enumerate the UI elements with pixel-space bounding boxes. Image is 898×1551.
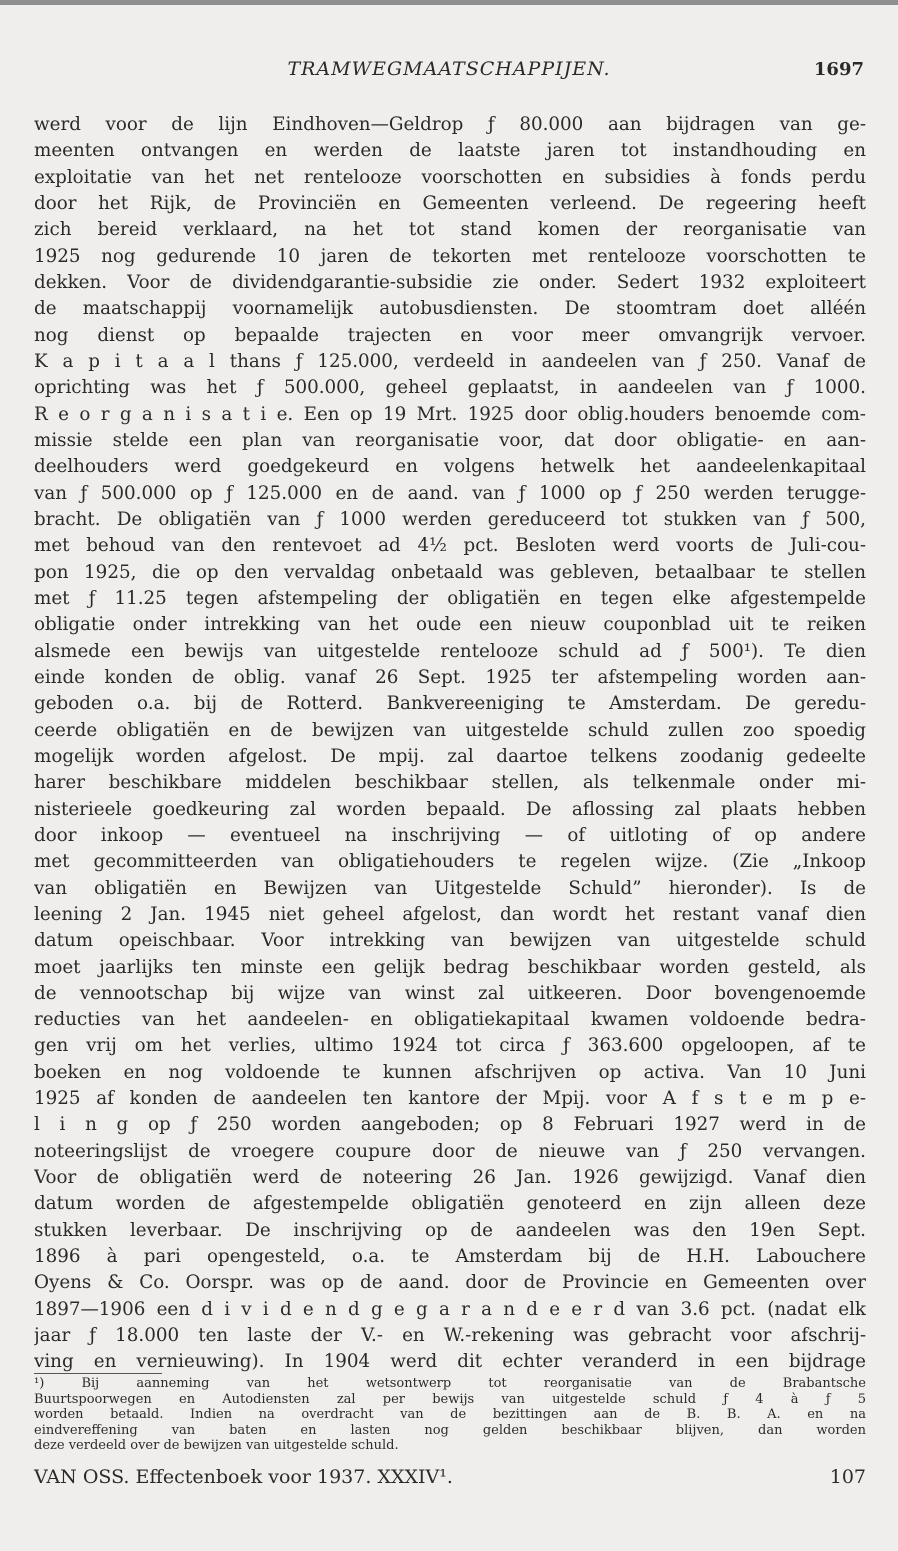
text-line: mogelijk worden afgelost. De mpij. zal daartoe telkens zoodanig gedeelte [34,745,866,767]
page-header [0,58,898,88]
text-line: reducties van het aandeelen- en obligatiekapitaal kwamen voldoende bedra- [34,1009,866,1031]
text-line: einde konden de oblig. vanaf 26 Sept. 1925 ter afstempeling worden aan- [34,666,866,688]
footer-sheet-number: 107 [829,1466,866,1488]
text-line: met ƒ 11.25 tegen afstempeling der obligatiën en tegen elke afgestempelde [34,587,866,609]
running-title: TRAMWEGMAATSCHAPPIJEN. [287,58,611,80]
text-line: de maatschappij voornamelijk autobusdiensten. De stoomtram doet alléén [34,298,866,320]
text-line: 1925 af konden de aandeelen ten kantore der Mpij. voor A f s t e m p e- [34,1088,866,1110]
text-line: nog dienst op bepaalde trajecten en voor meer omvangrijk vervoer. [34,324,866,346]
text-line: dekken. Voor de dividendgarantie-subsidie zie onder. Sedert 1932 exploiteert [34,271,866,293]
text-line: met gecommitteerden van obligatiehouders te regelen wijze. (Zie „Inkoop [34,851,866,873]
text-line: 1925 nog gedurende 10 jaren de tekorten met rentelooze voorschotten te [34,245,866,267]
page-number: 1697 [813,59,864,80]
footnote-line: deze verdeeld over de bewijzen van uitgestelde schuld. [34,1438,399,1453]
body-text [34,112,866,1376]
text-line: boeken en nog voldoende te kunnen afschrijven op activa. Van 10 Juni [34,1061,866,1083]
text-line: Oyens & Co. Oorspr. was op de aand. door de Provincie en Gemeenten over [34,1272,866,1294]
text-line: door inkoop — eventueel na inschrijving — of uitloting of op andere [34,824,866,846]
text-line: ving en vernieuwing). In 1904 werd dit echter veranderd in een bijdrage [34,1351,866,1373]
page-footer [34,1466,866,1494]
text-line: stukken leverbaar. De inschrijving op de aandeelen was den 19en Sept. [34,1219,866,1241]
text-line: geboden o.a. bij de Rotterd. Bankvereeniging te Amsterdam. De geredu- [34,693,866,715]
text-line: 1897—1906 een d i v i d e n d g e g a r a n d e e r d van 3.6 pct. (nadat elk [34,1298,866,1320]
text-line: ceerde obligatiën en de bewijzen van uitgestelde schuld zullen zoo spoedig [34,719,866,741]
text-line: zich bereid verklaard, na het tot stand komen der reorganisatie van [34,219,866,241]
text-line: 1896 à pari opengesteld, o.a. te Amsterdam bij de H.H. Labouchere [34,1246,866,1268]
text-line: alsmede een bewijs van uitgestelde rentelooze schuld ad ƒ 500¹). Te dien [34,640,866,662]
text-line: R e o r g a n i s a t i e. Een op 19 Mrt. 1925 door oblig.houders benoemde com- [34,403,866,425]
scan-edge [0,0,898,5]
text-line: oprichting was het ƒ 500.000, geheel geplaatst, in aandeelen van ƒ 1000. [34,377,866,399]
text-line: pon 1925, die op den vervaldag onbetaald was gebleven, betaalbaar te stellen [34,561,866,583]
text-line: noteeringslijst de vroegere coupure door de nieuwe van ƒ 250 vervangen. [34,1140,866,1162]
text-line: gen vrij om het verlies, ultimo 1924 tot circa ƒ 363.600 opgeloopen, af te [34,1035,866,1057]
text-line: harer beschikbare middelen beschikbaar stellen, als telkenmale onder mi- [34,772,866,794]
text-line: leening 2 Jan. 1945 niet geheel afgelost, dan wordt het restant vanaf dien [34,903,866,925]
text-line: door het Rijk, de Provinciën en Gemeenten verleend. De regeering heeft [34,192,866,214]
footnote-line: eindvereffening van baten en lasten nog gelden beschikbaar blijven, dan worden [34,1422,866,1438]
text-line: de vennootschap bij wijze van winst zal uitkeeren. Door bovengenoemde [34,982,866,1004]
text-line: van ƒ 500.000 op ƒ 125.000 en de aand. van ƒ 1000 op ƒ 250 werden terugge- [34,482,866,504]
text-line: meenten ontvangen en werden de laatste jaren tot instandhouding en [34,140,866,162]
text-line: jaar ƒ 18.000 ten laste der V.- en W.-rekening was gebracht voor afschrij- [34,1325,866,1347]
text-line: obligatie onder intrekking van het oude een nieuw couponblad uit te reiken [34,614,866,636]
footnote-line: Buurtspoorwegen en Autodiensten zal per bewijs van uitgestelde schuld ƒ 4 à ƒ 5 [34,1391,866,1407]
text-line: nisterieele goedkeuring zal worden bepaald. De aflossing zal plaats hebben [34,798,866,820]
text-line: moet jaarlijks ten minste een gelijk bedrag beschikbaar worden gesteld, als [34,956,866,978]
text-line: met behoud van den rentevoet ad 4½ pct. Besloten werd voorts de Juli-cou- [34,535,866,557]
footnote-line: worden betaald. Indien na overdracht van de bezittingen aan de B. B. A. en na [34,1407,866,1422]
text-line: K a p i t a a l thans ƒ 125.000, verdeeld in aandeelen van ƒ 250. Vanaf de [34,350,866,372]
text-line: bracht. De obligatiën van ƒ 1000 werden gereduceerd tot stukken van ƒ 500, [34,508,866,530]
footnote-line: ¹) Bij aanneming van het wetsontwerp tot reorganisatie van de Brabantsche [34,1376,866,1391]
text-line: datum worden de afgestempelde obligatiën genoteerd en zijn alleen deze [34,1193,866,1215]
footer-imprint: VAN OSS. Effectenboek voor 1937. XXXIV¹. [34,1466,453,1488]
footnote-rule [34,1373,162,1374]
text-line: deelhouders werd goedgekeurd en volgens hetwelk het aandeelenkapitaal [34,456,866,478]
text-line: werd voor de lijn Eindhoven—Geldrop ƒ 80.000 aan bijdragen van ge- [34,114,866,135]
footnote [34,1376,866,1454]
text-line: missie stelde een plan van reorganisatie voor, dat door obligatie- en aan- [34,429,866,451]
text-line: Voor de obligatiën werd de noteering 26 Jan. 1926 gewijzigd. Vanaf dien [34,1167,866,1189]
text-line: van obligatiën en Bewijzen van Uitgestelde Schuld” hieronder). Is de [34,877,866,899]
text-line: datum opeischbaar. Voor intrekking van bewijzen van uitgestelde schuld [34,930,866,952]
text-line: exploitatie van het net rentelooze voorschotten en subsidies à fonds perdu [34,166,866,188]
text-line: l i n g op ƒ 250 worden aangeboden; op 8 Februari 1927 werd in de [34,1114,866,1136]
